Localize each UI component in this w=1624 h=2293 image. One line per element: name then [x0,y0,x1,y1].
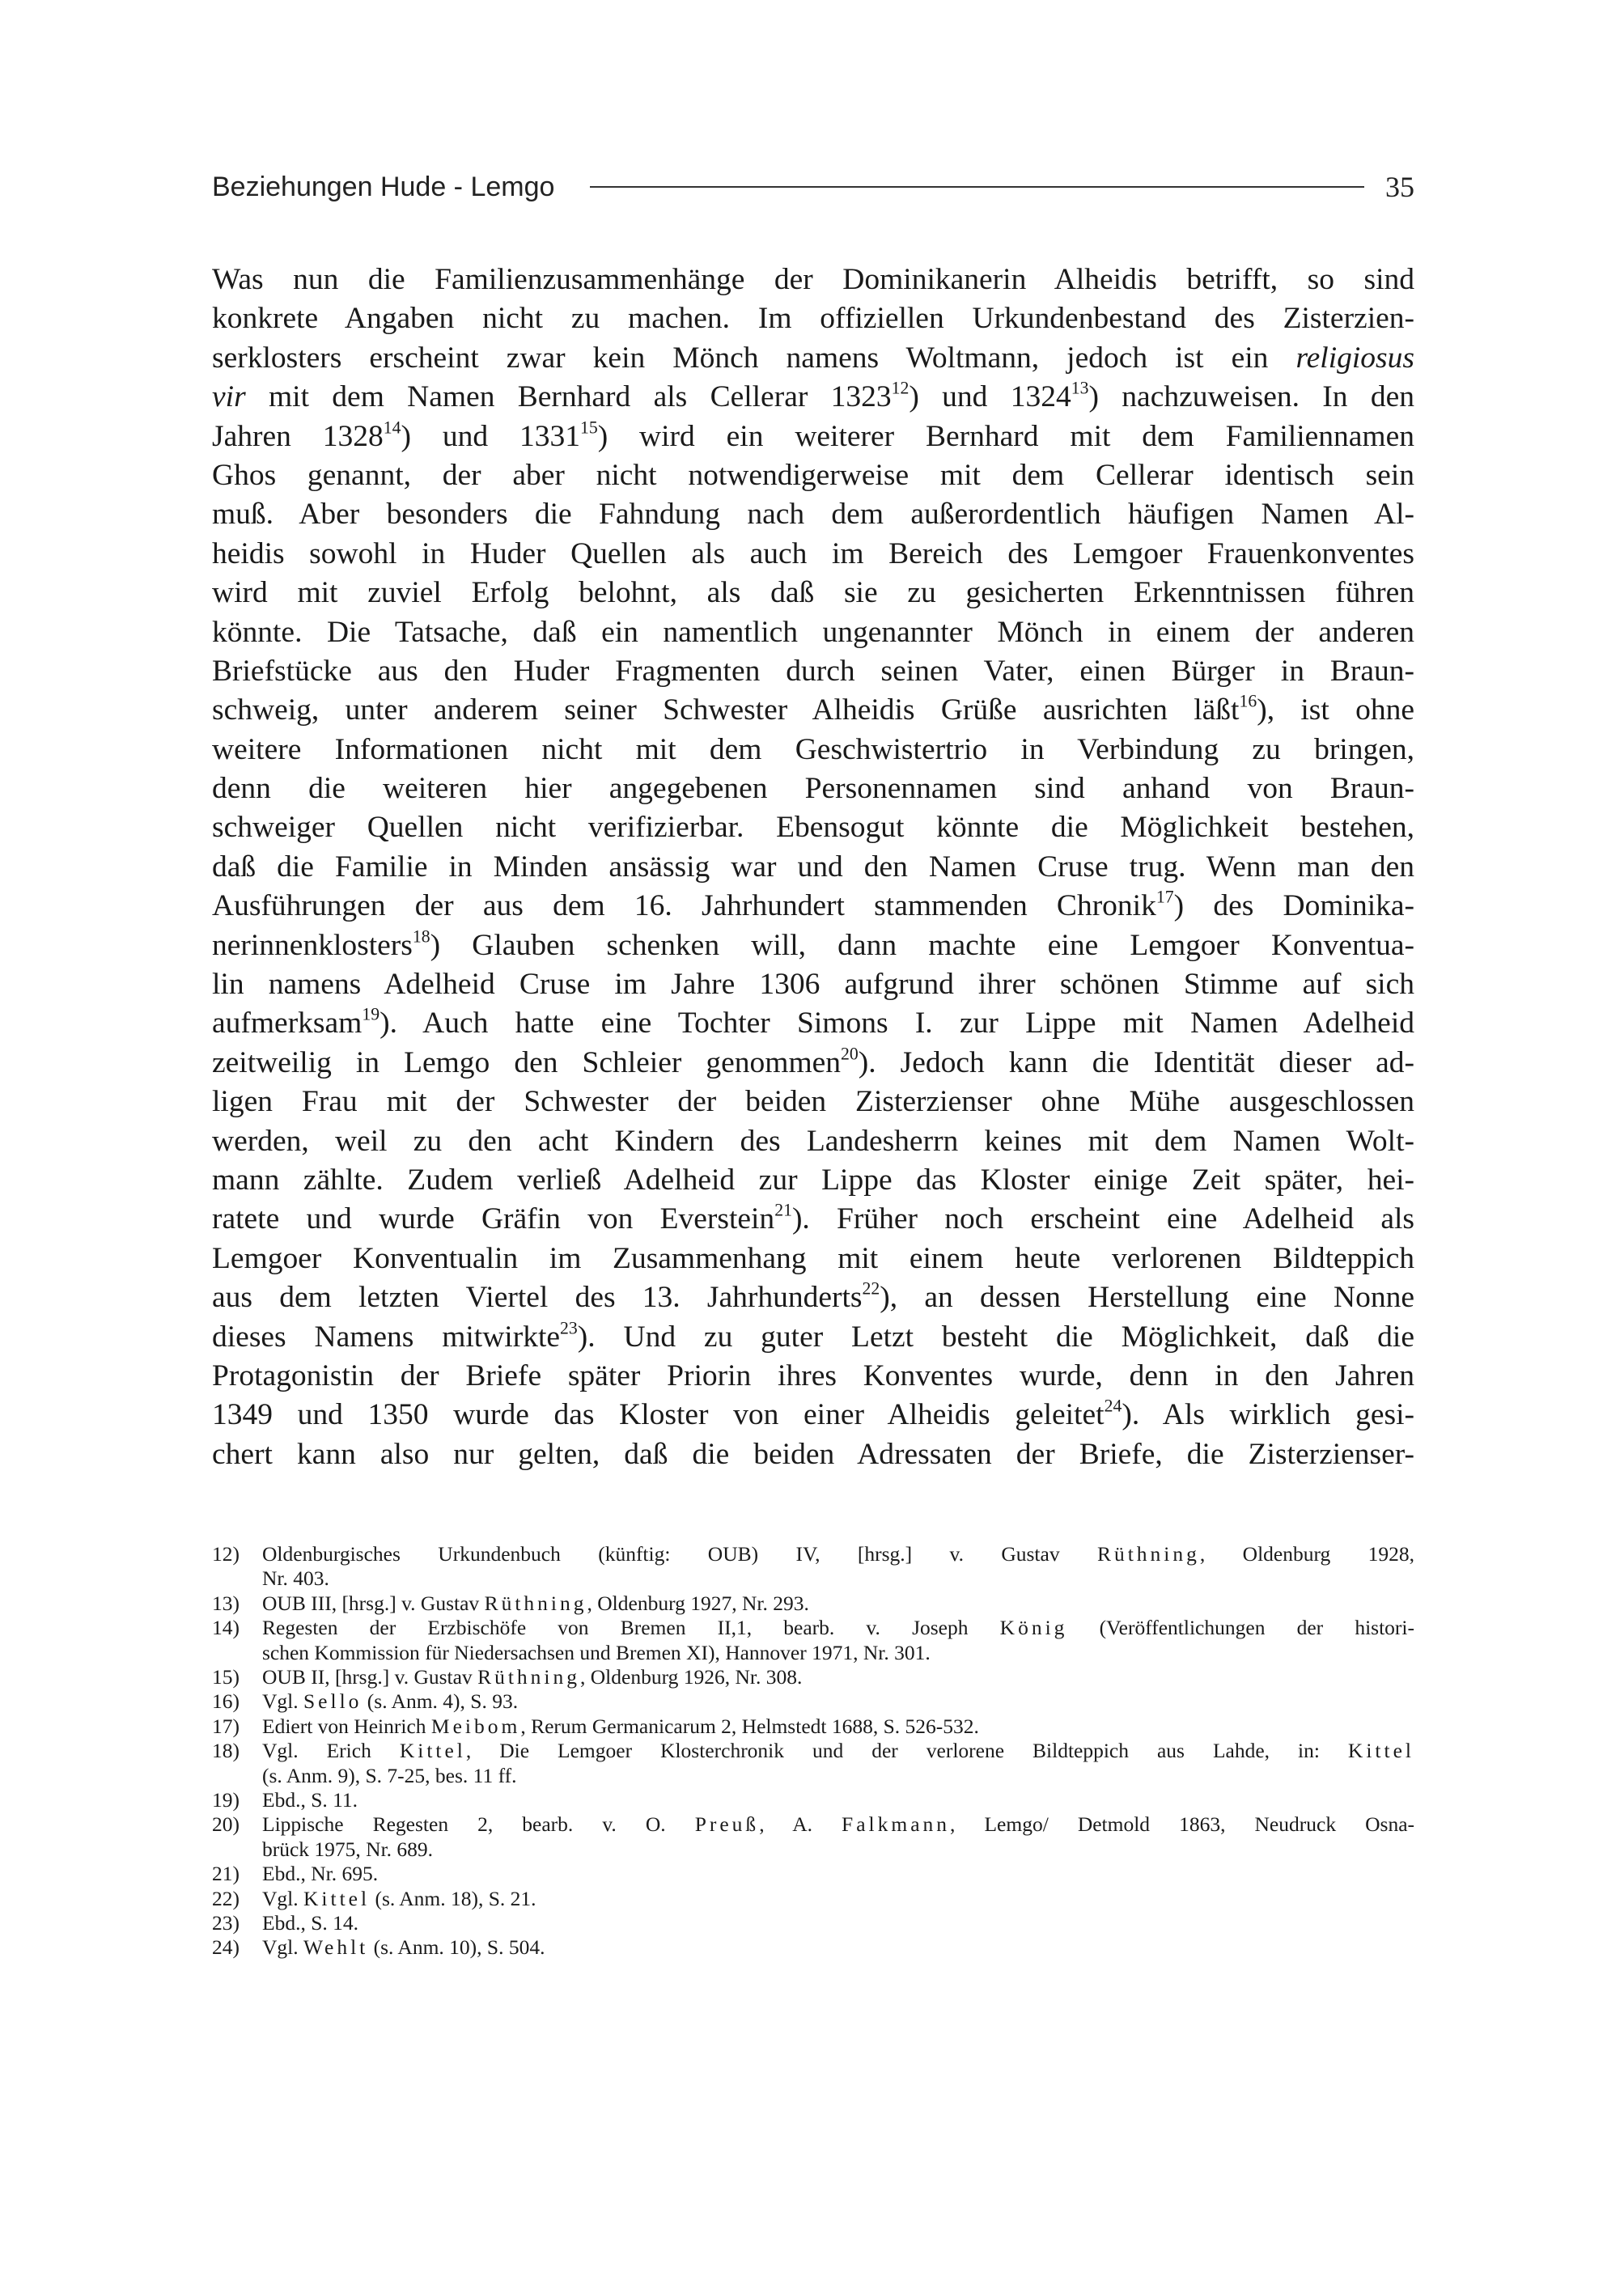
footnote-line [262,1911,1414,1935]
footnote [212,1911,1414,1935]
line-text: daß die Familie in Minden ansässig war und den Namen Cruse trug. Wenn man den [212,850,1414,884]
footnote-part: OUB III, [hrsg.] v. Gustav [262,1591,485,1615]
footnote-line [262,1616,1414,1640]
footnote-ref: 14 [383,417,401,437]
line-text: Lemgoer Konventualin im Zusammenhang mit einem heute verlorenen Bildteppich [212,1241,1414,1275]
footnote [212,1592,1414,1616]
footnote-part: Vgl. Erich [262,1739,400,1763]
footnote-number: 13) [212,1591,240,1615]
line-text: dieses Namens mitwirkte [212,1320,561,1354]
footnote [212,1665,1414,1689]
spaced-author-name: Preuß [694,1812,760,1837]
footnote-part: Ebd., Nr. 695. [262,1862,379,1886]
footnote-ref: 17 [1155,887,1174,907]
footnote-line [262,1566,1414,1591]
footnote-line [262,1935,1414,1960]
footnote [212,1542,1414,1592]
footnote-number: 18) [212,1739,240,1763]
line-text: mann zählte. Zudem verließ Adelheid zur Lippe das Kloster einige Zeit später, hei- [212,1163,1414,1197]
footnote [212,1935,1414,1960]
footnote-text [262,1887,1414,1911]
footnote-number: 15) [212,1664,240,1689]
text-line [212,1357,1414,1396]
body-text [212,261,1414,1474]
footnote-part: Vgl. [262,1935,303,1960]
text-line [212,731,1414,769]
line-text: ) Glauben schenken will, dann machte eine Lemgoer Konventua- [430,928,1414,962]
footnote-line [262,1862,1414,1886]
footnote [212,1739,1414,1788]
line-text: ligen Frau mit der Schwester der beiden Zisterzienser ohne Mühe ausgeschlossen [212,1085,1414,1119]
text-line [212,1161,1414,1200]
footnote-text [262,1714,1414,1739]
footnote-ref: 15 [579,417,598,437]
line-text: Briefstücke aus den Huder Fragmenten durch seinen Vater, einen Bürger in Braun- [212,654,1414,688]
footnotes [212,1542,1414,1960]
line-text: ), an dessen Herstellung eine Nonne [880,1281,1414,1315]
footnote-part: (s. Anm. 10), S. 504. [368,1935,545,1960]
footnote-part: Ediert von Heinrich [262,1714,431,1738]
footnote-line [262,1641,1414,1665]
footnote-part: Vgl. [262,1689,303,1714]
spaced-author-name: Rüthning [477,1664,580,1689]
line-text: nerinnenklosters [212,928,413,962]
line-text: wird mit zuviel Erfolg belohnt, als daß sie zu gesicherten Erkenntnissen führen [212,576,1414,610]
text-line [212,1318,1414,1357]
spaced-author-name: Kittel [399,1739,466,1763]
footnote-part: , Lemgo/ Detmold 1863, Neudruck Osna- [950,1812,1415,1837]
line-text: serklosters erscheint zwar kein Mönch namens Woltmann, jedoch ist ein [212,341,1296,375]
line-text: könnte. Die Tatsache, daß ein namentlich ungenannter Mönch in einem der anderen [212,615,1414,649]
footnote-text [262,1739,1414,1788]
line-text: Ghos genannt, der aber nicht notwendigerweise mit dem Cellerar identisch sein [212,458,1414,492]
spaced-author-name: König [999,1616,1068,1640]
footnote-part: , Oldenburg 1926, Nr. 308. [580,1664,803,1689]
line-text: heidis sowohl in Huder Quellen als auch im Bereich des Lemgoer Frauenkonventes [212,536,1414,570]
text-line [212,613,1414,652]
footnote-line [262,1665,1414,1689]
footnote-ref: 12 [891,378,910,398]
text-line [212,1278,1414,1317]
running-header [212,167,1414,207]
footnote-text [262,1542,1414,1592]
line-text: 1349 und 1350 wurde das Kloster von einer Alheidis geleitet [212,1398,1105,1432]
line-text: aufmerksam [212,1007,363,1041]
page-number: 35 [1385,171,1414,203]
footnote-text [262,1689,1414,1714]
footnote-line [262,1542,1414,1566]
text-line [212,1083,1414,1121]
footnote-part: OUB II, [hrsg.] v. Gustav [262,1664,478,1689]
footnote-ref: 21 [774,1200,792,1220]
line-text: muß. Aber besonders die Fahndung nach dem außerordentlich häufigen Namen Al- [212,498,1414,532]
footnote-part: brück 1975, Nr. 689. [262,1837,434,1861]
footnote [212,1887,1414,1911]
footnote-part: , Die Lemgoer Klosterchronik und der verlorene Bildteppich aus Lahde, in: [465,1739,1348,1763]
footnote-line [262,1788,1414,1812]
footnote-part: schen Kommission für Niedersachsen und Bremen XI), Hannover 1971, Nr. 301. [262,1640,931,1664]
line-text: ) des Dominika- [1173,889,1414,923]
line-text: zeitweilig in Lemgo den Schleier genommen [212,1045,842,1079]
footnote-part: (s. Anm. 4), S. 93. [362,1689,519,1714]
line-text: schweiger Quellen nicht verifizierbar. Ebensogut könnte die Möglichkeit bestehen, [212,811,1414,845]
header-rule [590,186,1364,188]
italic-text: religiosus [1295,341,1414,375]
footnote-ref: 24 [1104,1396,1122,1416]
text-line [212,808,1414,847]
text-line [212,456,1414,495]
footnote-line [262,1689,1414,1714]
footnote-number: 22) [212,1886,240,1910]
footnote-number: 17) [212,1714,240,1738]
footnote-number: 16) [212,1689,240,1714]
line-text: werden, weil zu den acht Kindern des Landesherrn keines mit dem Namen Wolt- [212,1124,1414,1158]
spaced-author-name: Falkmann [842,1812,951,1837]
line-text: ). Und zu guter Letzt besteht die Möglichkeit, daß die [577,1320,1414,1354]
footnote-part: (s. Anm. 9), S. 7-25, bes. 11 ff. [262,1763,517,1787]
line-text: weitere Informationen nicht mit dem Geschwistertrio in Verbindung zu bringen, [212,732,1414,766]
footnote [212,1862,1414,1886]
footnote-text [262,1935,1414,1960]
text-line [212,1435,1414,1474]
footnote-part: , Rerum Germanicarum 2, Helmstedt 1688, S. 526-532. [520,1714,979,1738]
footnote-part: Ebd., S. 14. [262,1910,359,1935]
text-line [212,339,1414,378]
footnote-text [262,1911,1414,1935]
footnote [212,1714,1414,1739]
text-line [212,1122,1414,1161]
text-line [212,1396,1414,1435]
line-text: denn die weiteren hier angegebenen Personennamen sind anhand von Braun- [212,772,1414,806]
footnote-part: (s. Anm. 18), S. 21. [370,1886,536,1910]
footnote-line [262,1592,1414,1616]
running-title: Beziehungen Hude - Lemgo [212,171,555,202]
footnote-ref: 13 [1071,378,1089,398]
text-line [212,495,1414,534]
line-text: lin namens Adelheid Cruse im Jahre 1306 aufgrund ihrer schönen Stimme auf sich [212,968,1414,1002]
text-line [212,691,1414,730]
footnote-ref: 18 [412,926,430,946]
footnote [212,1788,1414,1812]
footnote-ref: 23 [560,1317,578,1337]
text-line [212,965,1414,1004]
text-line [212,574,1414,612]
footnote-part: , A. [759,1812,842,1837]
spaced-author-name: Rüthning [484,1591,587,1615]
footnote-number: 19) [212,1787,240,1812]
text-line [212,299,1414,338]
line-text: mit dem Namen Bernhard als Cellerar 1323 [245,380,892,414]
footnote-number: 20) [212,1812,240,1837]
footnote-text [262,1812,1414,1862]
line-text: chert kann also nur gelten, daß die beiden Adressaten der Briefe, die Zisterzienser- [212,1437,1414,1471]
footnote-ref: 22 [862,1278,880,1299]
footnote-part: , Oldenburg 1927, Nr. 293. [587,1591,809,1615]
line-text: Ausführungen der aus dem 16. Jahrhundert stammenden Chronik [212,889,1156,923]
footnote-text [262,1862,1414,1886]
footnote-line [262,1812,1414,1837]
footnote-part: Vgl. [262,1886,303,1910]
line-text: ). Früher noch erscheint eine Adelheid als [791,1202,1414,1236]
footnote-text [262,1665,1414,1689]
footnote [212,1616,1414,1665]
spaced-author-name: Wehlt [303,1935,369,1960]
text-line [212,535,1414,574]
text-line [212,378,1414,417]
line-text: ), ist ohne [1257,693,1414,727]
footnote-ref: 19 [362,1004,380,1024]
text-line [212,1044,1414,1083]
text-line [212,261,1414,299]
footnote-part: Oldenburgisches Urkundenbuch (künftig: OUB) IV, [hrsg.] v. Gustav [262,1542,1097,1566]
footnote-line [262,1739,1414,1763]
line-text: Was nun die Familienzusammenhänge der Dominikanerin Alheidis betrifft, so sind [212,263,1414,296]
footnote-text [262,1616,1414,1665]
footnote-part: Nr. 403. [262,1566,329,1591]
line-text: ) nachzuweisen. In den [1088,380,1414,414]
text-line [212,1200,1414,1239]
footnote-number: 12) [212,1542,240,1566]
text-line [212,848,1414,887]
line-text: aus dem letzten Viertel des 13. Jahrhunderts [212,1281,863,1315]
line-text: ratete und wurde Gräfin von Everstein [212,1202,775,1236]
line-text: ). Auch hatte eine Tochter Simons I. zur Lippe mit Namen Adelheid [379,1007,1414,1041]
spaced-author-name: Kittel [1347,1739,1414,1763]
footnote [212,1689,1414,1714]
text-line [212,417,1414,456]
spaced-author-name: Kittel [303,1886,371,1910]
footnote-line [262,1714,1414,1739]
text-line [212,652,1414,691]
line-text: Jahren 1328 [212,419,384,453]
italic-text: vir [212,380,246,414]
line-text: konkrete Angaben nicht zu machen. Im offiziellen Urkundenbestand des Zisterzien- [212,302,1414,336]
footnote-ref: 20 [841,1044,859,1064]
footnote-text [262,1592,1414,1616]
spaced-author-name: Sello [303,1689,363,1714]
spaced-author-name: Rüthning [1096,1542,1200,1566]
text-line [212,1004,1414,1043]
footnote-line [262,1764,1414,1788]
footnote [212,1812,1414,1862]
line-text: schweig, unter anderem seiner Schwester Alheidis Grüße ausrichten läßt [212,693,1240,727]
footnote-text [262,1788,1414,1812]
text-line [212,926,1414,965]
footnote-number: 14) [212,1616,240,1640]
footnote-number: 21) [212,1862,240,1886]
footnote-part: Ebd., S. 11. [262,1787,358,1812]
line-text: ) und 1324 [909,380,1071,414]
footnote-line [262,1887,1414,1911]
footnote-part: , Oldenburg 1928, [1199,1542,1414,1566]
spaced-author-name: Meibom [430,1714,521,1738]
footnote-line [262,1837,1414,1862]
line-text: ). Als wirklich gesi- [1122,1398,1414,1432]
footnote-part: Lippische Regesten 2, bearb. v. O. [262,1812,695,1837]
text-line [212,887,1414,926]
line-text: Protagonistin der Briefe später Priorin ihres Konventes wurde, denn in den Jahren [212,1358,1414,1392]
footnote-number: 23) [212,1910,240,1935]
line-text: ) und 1331 [401,419,580,453]
footnote-number: 24) [212,1935,240,1960]
text-line [212,1240,1414,1278]
footnote-part: (Veröffentlichungen der histori- [1067,1616,1414,1640]
footnote-ref: 16 [1239,691,1257,711]
line-text: ). Jedoch kann die Identität dieser ad- [858,1045,1414,1079]
text-line [212,769,1414,808]
line-text: ) wird ein weiterer Bernhard mit dem Familiennamen [597,419,1414,453]
footnote-part: Regesten der Erzbischöfe von Bremen II,1, bearb. v. Joseph [262,1616,1000,1640]
